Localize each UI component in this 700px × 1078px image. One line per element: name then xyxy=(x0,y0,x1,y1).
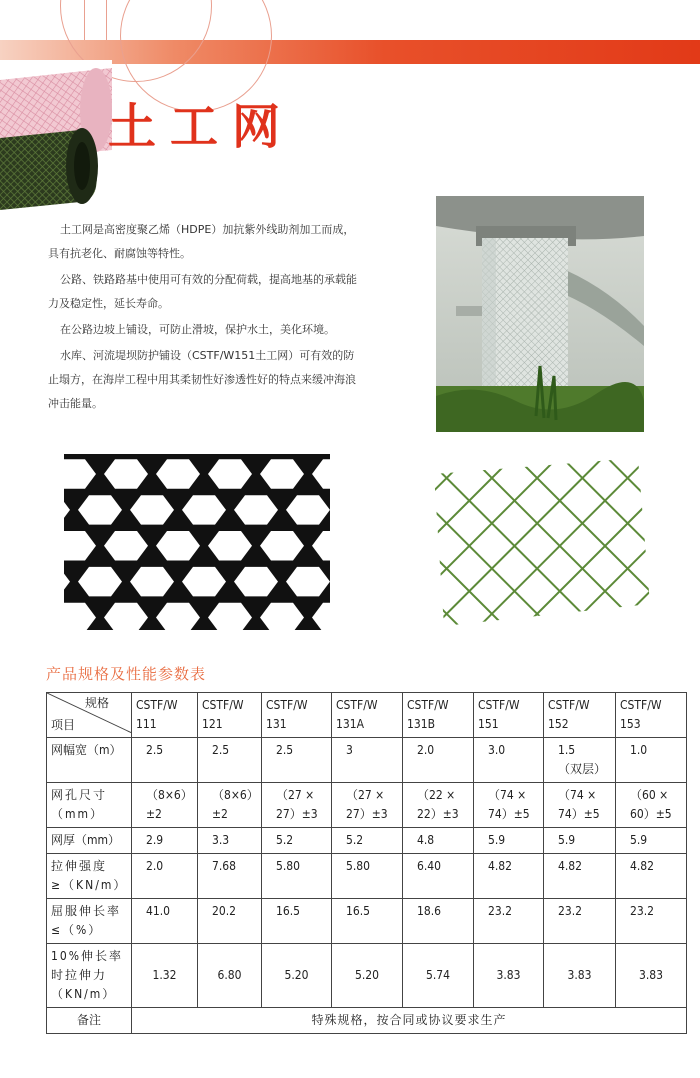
value-line: 7.68 xyxy=(212,859,237,873)
value-cell xyxy=(262,828,332,854)
value-cell xyxy=(616,738,687,783)
value-line: 3 xyxy=(346,743,353,757)
value-cell xyxy=(262,854,332,899)
value-cell xyxy=(616,828,687,854)
intro-paragraph: 在公路边坡上铺设，可防止滑坡，保护水土，美化环境。 xyxy=(60,323,335,336)
value-line: 5.80 xyxy=(276,859,301,873)
row-label-line: 屈服伸长率 xyxy=(51,904,122,918)
value-cell xyxy=(474,854,544,899)
value-line: 74）±5 xyxy=(558,807,600,821)
value-cell xyxy=(616,899,687,944)
value-cell xyxy=(198,854,262,899)
geonet-rolls-image xyxy=(0,60,112,210)
value-line: 23.2 xyxy=(488,904,513,918)
value-cell xyxy=(198,783,262,828)
model-header-line: CSTF/W xyxy=(548,698,590,712)
value-cell xyxy=(544,944,616,1008)
row-label-line: ≤（%） xyxy=(51,923,103,937)
value-cell xyxy=(474,944,544,1008)
value-cell xyxy=(544,854,616,899)
model-header-cell xyxy=(616,693,687,738)
row-label-line: 网厚（mm） xyxy=(51,833,121,847)
value-cell xyxy=(332,828,403,854)
value-cell xyxy=(474,738,544,783)
header-spec-label: 规格 xyxy=(84,696,109,710)
value-cell xyxy=(616,944,687,1008)
value-line: 5.2 xyxy=(276,833,294,847)
model-header-line: CSTF/W xyxy=(136,698,178,712)
model-header-line: 131A xyxy=(336,717,364,731)
value-cell xyxy=(132,828,198,854)
value-line: 4.8 xyxy=(417,833,435,847)
model-header-cell xyxy=(474,693,544,738)
value-cell xyxy=(332,738,403,783)
table-row xyxy=(47,899,687,944)
value-cell xyxy=(132,899,198,944)
model-header-line: 151 xyxy=(478,717,499,731)
value-line: 1.0 xyxy=(630,743,648,757)
value-line: 5.9 xyxy=(558,833,576,847)
model-header-line: 131B xyxy=(407,717,436,731)
table-row xyxy=(47,828,687,854)
value-cell xyxy=(332,899,403,944)
value-line: 1.5 xyxy=(558,743,576,757)
table-row xyxy=(47,783,687,828)
value-line: 23.2 xyxy=(630,904,655,918)
value-cell xyxy=(474,899,544,944)
value-cell xyxy=(332,783,403,828)
row-label-line: 网孔尺寸 xyxy=(51,788,108,802)
header-item-label: 项目 xyxy=(51,718,76,732)
value-line: 60）±5 xyxy=(630,807,672,821)
model-header-line: 111 xyxy=(136,717,157,731)
intro-paragraph: 公路、铁路路基中使用可有效的分配荷载，提高地基的承载能力及稳定性，延长寿命。 xyxy=(48,273,357,310)
value-line: 5.20 xyxy=(284,968,309,982)
value-line: 2.0 xyxy=(417,743,435,757)
value-line: 4.82 xyxy=(488,859,513,873)
value-cell xyxy=(198,828,262,854)
value-cell xyxy=(332,854,403,899)
row-label-cell xyxy=(47,944,132,1008)
model-header-line: CSTF/W xyxy=(266,698,308,712)
value-line: 74）±5 xyxy=(488,807,530,821)
intro-text xyxy=(48,218,360,418)
value-line: （8×6） xyxy=(212,788,259,802)
row-label-line: 时拉伸力 xyxy=(51,968,108,982)
value-cell xyxy=(616,783,687,828)
value-line: 3.0 xyxy=(488,743,506,757)
green-diamond-mesh-image xyxy=(424,454,652,630)
table-row xyxy=(47,854,687,899)
value-cell xyxy=(403,828,474,854)
model-header-line: 131 xyxy=(266,717,287,731)
intro-paragraph: 土工网是高密度聚乙烯（HDPE）加抗紫外线助剂加工而成，具有抗老化、耐腐蚀等特性。 xyxy=(48,223,355,260)
value-line: 3.83 xyxy=(567,968,592,982)
row-label-cell xyxy=(47,899,132,944)
model-header-line: 152 xyxy=(548,717,569,731)
value-line: 4.82 xyxy=(558,859,583,873)
value-line: 5.9 xyxy=(630,833,648,847)
decor-line xyxy=(84,0,85,40)
model-header-cell xyxy=(332,693,403,738)
model-header-line: CSTF/W xyxy=(407,698,449,712)
value-line: 16.5 xyxy=(276,904,301,918)
value-line: 3.83 xyxy=(638,968,664,982)
model-header-cell xyxy=(403,693,474,738)
intro-paragraph: 水库、河流堤坝防护铺设（CSTF/W151土工网）可有效的防止塌方，在海岸工程中用其柔韧性好渗透性好的特点来缓冲海浪冲击能量。 xyxy=(48,349,356,410)
value-line: 2.0 xyxy=(146,859,164,873)
value-line: 18.6 xyxy=(417,904,442,918)
model-header-cell xyxy=(132,693,198,738)
value-cell xyxy=(198,944,262,1008)
value-cell xyxy=(544,828,616,854)
remark-row xyxy=(47,1008,687,1034)
decor-line xyxy=(106,0,107,40)
row-label-cell xyxy=(47,828,132,854)
value-cell xyxy=(132,738,198,783)
value-cell xyxy=(198,738,262,783)
value-line: 2.5 xyxy=(276,743,294,757)
value-cell xyxy=(474,783,544,828)
model-header-line: 153 xyxy=(620,717,641,731)
row-label-cell xyxy=(47,783,132,828)
row-label-line: 网幅宽（m） xyxy=(51,743,122,757)
value-line: 5.74 xyxy=(425,968,451,982)
model-header-line: CSTF/W xyxy=(478,698,520,712)
value-line: 5.20 xyxy=(354,968,380,982)
value-line: （60 × xyxy=(630,788,669,802)
remark-text: 特殊规格，按合同或协议要求生产 xyxy=(132,1008,687,1034)
table-header-row xyxy=(47,693,687,738)
value-cell xyxy=(132,944,198,1008)
value-cell xyxy=(262,783,332,828)
value-line: 6.40 xyxy=(417,859,442,873)
model-header-cell xyxy=(198,693,262,738)
value-cell xyxy=(544,783,616,828)
value-line: ±2 xyxy=(146,807,162,821)
model-header-cell xyxy=(544,693,616,738)
value-line: 5.80 xyxy=(346,859,371,873)
value-line: 20.2 xyxy=(212,904,237,918)
page-title: 土工网 xyxy=(108,99,295,155)
value-line: 22）±3 xyxy=(417,807,459,821)
value-line: 5.2 xyxy=(346,833,364,847)
value-line: （27 × xyxy=(276,788,315,802)
value-cell xyxy=(474,828,544,854)
row-label-cell xyxy=(47,854,132,899)
model-header-cell xyxy=(262,693,332,738)
value-cell xyxy=(544,899,616,944)
row-label-line: 10%伸长率 xyxy=(51,949,123,963)
value-line: （22 × xyxy=(417,788,456,802)
value-cell xyxy=(132,783,198,828)
model-header-line: 121 xyxy=(202,717,223,731)
row-label-line: ≥（KN/m） xyxy=(51,878,128,892)
value-line: 2.5 xyxy=(212,743,230,757)
value-cell xyxy=(198,899,262,944)
value-line: 2.9 xyxy=(146,833,164,847)
row-label-line: 拉伸强度 xyxy=(51,859,108,873)
black-hex-mesh-image xyxy=(64,454,330,630)
value-line: 27）±3 xyxy=(276,807,318,821)
value-line: 5.9 xyxy=(488,833,506,847)
value-cell xyxy=(262,899,332,944)
value-cell xyxy=(403,783,474,828)
value-cell xyxy=(262,944,332,1008)
model-header-line: CSTF/W xyxy=(620,698,662,712)
table-row xyxy=(47,944,687,1008)
value-line: 6.80 xyxy=(217,968,242,982)
value-line: （74 × xyxy=(558,788,597,802)
value-line: 23.2 xyxy=(558,904,583,918)
value-cell xyxy=(132,854,198,899)
value-line: 16.5 xyxy=(346,904,371,918)
value-line: ±2 xyxy=(212,807,228,821)
model-header-line: CSTF/W xyxy=(202,698,244,712)
row-label-cell xyxy=(47,738,132,783)
value-cell xyxy=(616,854,687,899)
value-line: 2.5 xyxy=(146,743,164,757)
value-line: 1.32 xyxy=(152,968,177,982)
remark-label: 备注 xyxy=(47,1008,132,1034)
value-line: 3.83 xyxy=(496,968,521,982)
value-cell xyxy=(403,944,474,1008)
spec-table-title: 产品规格及性能参数表 xyxy=(46,665,207,683)
row-label-line: （KN/m） xyxy=(51,987,117,1001)
value-line: 3.3 xyxy=(212,833,230,847)
value-line: （27 × xyxy=(346,788,385,802)
table-row xyxy=(47,738,687,783)
value-line: （74 × xyxy=(488,788,527,802)
row-label-line: （mm） xyxy=(51,807,105,821)
value-line: （双层） xyxy=(558,762,607,776)
value-line: 41.0 xyxy=(146,904,171,918)
header-diagonal-cell xyxy=(47,693,132,738)
model-header-line: CSTF/W xyxy=(336,698,378,712)
value-cell xyxy=(544,738,616,783)
value-line: 4.82 xyxy=(630,859,655,873)
value-cell xyxy=(403,738,474,783)
pillar-photo xyxy=(436,196,644,432)
value-cell xyxy=(262,738,332,783)
value-cell xyxy=(403,899,474,944)
value-cell xyxy=(332,944,403,1008)
value-cell xyxy=(403,854,474,899)
value-line: 27）±3 xyxy=(346,807,388,821)
value-line: （8×6） xyxy=(146,788,193,802)
spec-table xyxy=(46,692,687,1034)
